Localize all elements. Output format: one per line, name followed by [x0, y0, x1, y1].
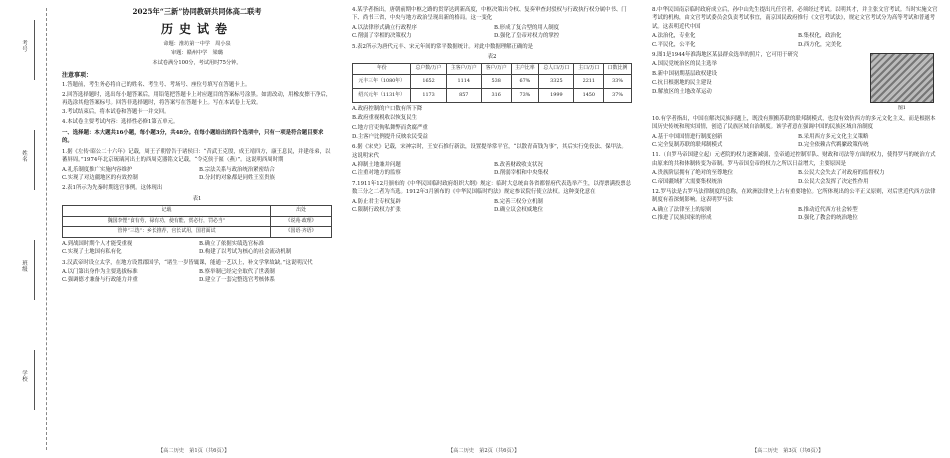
table-cell: 3325 — [539, 74, 574, 88]
page-2 — [348, 0, 638, 458]
table-header: 客户/万户 — [481, 64, 511, 75]
option[interactable]: C.抗日根据地的民主建设 — [652, 80, 712, 86]
question-2-options — [62, 240, 332, 257]
question-9: 9.图1是1944年淮海地区某县群众选举的照片，它可用于研究 — [652, 51, 799, 58]
table-caption: 表1 — [192, 195, 202, 202]
question-6-options — [352, 161, 632, 178]
table-header: 年份 — [353, 64, 411, 75]
table-cell: 2211 — [574, 74, 604, 88]
table-cell: 《说苑·政理》 — [271, 216, 332, 227]
table-header: 总户数/万户 — [411, 64, 446, 75]
option[interactable]: A.以法律形式确立行政程序 — [352, 24, 417, 31]
table-cell: 1114 — [446, 74, 481, 88]
page-footer: 【高二历史 第2页（共6页）】 — [448, 448, 520, 454]
table-header: 主客户/万户 — [446, 64, 481, 75]
binding-dashed-line — [46, 8, 47, 450]
option[interactable]: A.国民党统治区的民主选举 — [652, 61, 717, 68]
option[interactable]: D.强化了皇帝对权力的掌控 — [494, 33, 560, 40]
question-10-options — [652, 133, 940, 150]
table-header: 记载 — [63, 206, 271, 217]
option[interactable]: B.公民大会失去了对政府的监督权力 — [798, 170, 885, 177]
option[interactable]: D.确立议会权威地位 — [494, 206, 543, 213]
question-11: 11.（自罗马帝国建立起）元老院的权力逐渐减弱，皇帝通过控制军队、财政和司法等方面的权力，使得罗马的统治方式由原来的共和体制转变为帝制。罗马帝国皇帝的权力之所以日益增大，主要原因是 — [652, 152, 936, 167]
option[interactable]: A.抑制土地兼并问题 — [352, 162, 401, 169]
question-4: 4.某学者指出，唐朝前期中枢之路的贯穿达到新高度，中枢决策出令权、复奏审查封驳权与行政执行权分属中书、门下、尚书三省，中央与地方政治呈现出新的格局。这一变化 — [352, 7, 627, 22]
table-cell: 元丰三年（1080年） — [353, 74, 411, 88]
binding-label-class: 班级 — [21, 260, 27, 273]
option[interactable]: A.政府控制的户口数有所下降 — [352, 105, 423, 112]
option[interactable]: B.政府重视税收以恢复民生 — [352, 115, 417, 122]
page-1 — [58, 0, 338, 458]
option[interactable]: C.推进了民族国家的形成 — [652, 215, 712, 221]
table-cell: 1652 — [411, 74, 446, 88]
question-1-options — [62, 166, 332, 183]
notice-item: 3.考试结束后，将本试卷和答题卡一并交回。 — [62, 109, 170, 116]
figure-caption: 图1 — [898, 105, 906, 111]
table-cell: 《国语·齐语》 — [271, 227, 332, 238]
table-cell: 67% — [511, 74, 539, 88]
option[interactable]: B.集权化，政治化 — [798, 33, 842, 40]
option[interactable]: B.采用西方多元文化主义策略 — [798, 133, 869, 140]
table-cell: 管仲“三选”：乡长推荐，官长试用，国君面试 — [63, 227, 271, 238]
reviewer: 审题：赣州中学 梁璐 — [171, 49, 223, 56]
option[interactable]: C.注重对地方的监察 — [352, 170, 401, 177]
table-header: 出处 — [271, 206, 332, 217]
question-2: 2.表1所示为先秦时期选官事例。这体现出 — [62, 185, 163, 192]
exam-title: 2025年“三新”协同教研共同体高二联考 — [132, 7, 262, 16]
question-3: 3.汉武帝时设立太学，在地方设置郡国学，“诸生一岁皆辄课，能通一艺以上，补文学掌故缺。”这说明汉代 — [62, 259, 313, 266]
question-3-options — [62, 268, 332, 285]
binding-underline — [34, 20, 35, 80]
binding-underline — [34, 240, 35, 300]
question-6: 6.据《宋史》记载，宋神宗时，王安石推行新法，设置提举常平官，“以散青苗钱为事”，其后实行免役法、保甲法。这说明宋代 — [352, 144, 627, 159]
table-cell: 绍兴元年（1131年） — [353, 88, 411, 102]
option[interactable]: C.实现了对边疆地区的有效控制 — [62, 174, 138, 181]
question-11-options — [652, 169, 940, 186]
question-12-options — [652, 206, 940, 223]
table-1 — [62, 205, 332, 238]
question-9-options — [652, 60, 862, 97]
question-7-options — [352, 198, 632, 215]
option[interactable]: C.实现了土地国有私有化 — [62, 249, 122, 256]
binding-label-name: 姓名 — [21, 150, 27, 163]
question-1: 1.据《左传·昭公二十六年》记载，周王子朝曾告于诸侯曰：“昔武王克殷，成王靖四方，康王息民，并建母弟，以蕃屏周。”1974年北京琉璃河出土的西周克器铭文记载，“令克侯于匽（燕）”。这说明西周时期 — [62, 148, 331, 164]
question-7: 7.1911年12月颁布的《中华民国临时政府组织大纲》规定：临时大总统由各省都督府代表选举产生，以得票满投票总数三分之二者为当选。1912年3月颁布的《中华民国临时约法》规定参议院行使立法权。这种变化意在 — [352, 180, 632, 196]
option[interactable]: B.完善三权分立机制 — [494, 198, 543, 205]
option[interactable]: B.新中国初期基层政权建设 — [652, 70, 717, 77]
option[interactable]: B.改善财政收支状况 — [494, 162, 543, 169]
option[interactable]: A.基于中国国情进行制度创新 — [652, 133, 723, 140]
option[interactable]: A.礼乐制度推广实施内容维护 — [62, 166, 133, 173]
table-cell: 538 — [481, 74, 511, 88]
table-cell: 857 — [446, 88, 481, 102]
table-cell: 1450 — [574, 88, 604, 102]
table-cell: 37% — [604, 88, 632, 102]
question-5: 5.表2所示为唐代元丰、宋元年间的常平数据统计。对此中数据理解正确的是 — [352, 43, 534, 50]
question-10: 10.有学者指出，中国在解决民族问题上，既没有照搬苏联的联邦制模式，也没有效仿西方的多元文化主义，而是根据本国历史传统和现实国情，创造了民族区域自治制度。该学者意在强调中国的民族区域自治制度 — [652, 115, 936, 131]
notice-item: 4.本试卷主要考试内容：选择性必修1第五单元。 — [62, 118, 179, 125]
table-header: 总人口/万口 — [539, 64, 574, 75]
page-footer: 【高二历史 第3页（共6页）】 — [752, 448, 824, 454]
option[interactable]: D.建立了一套完整选官考核体系 — [199, 277, 275, 284]
question-4-options — [352, 24, 632, 41]
binding-label-exam-no: 考号 — [21, 40, 27, 53]
table-header: 主户比率 — [511, 64, 539, 75]
option[interactable]: C.限制行政权力扩张 — [352, 206, 401, 213]
option[interactable]: A.防止君主专权复辟 — [352, 198, 401, 205]
table-cell: 1999 — [539, 88, 574, 102]
option[interactable]: A.贵族阶层拥有了绝对的至尊地位 — [652, 170, 734, 177]
question-9-block — [652, 51, 940, 113]
option[interactable]: D.强化了教会的统治地位 — [798, 215, 858, 221]
option[interactable]: C.削弱了宰相的决策权力 — [352, 33, 412, 40]
option[interactable]: D.完全依赖古代羁縻政策传统 — [798, 142, 869, 148]
score-time: 本试卷满分100分，考试用时75分钟。 — [152, 59, 242, 66]
option[interactable]: C.强调德才兼备与行政能力并重 — [62, 277, 138, 284]
option[interactable]: D.解放区的土地改革运动 — [652, 89, 712, 96]
binding-margin — [0, 0, 58, 458]
option[interactable]: D.主客户比例提升反映农民受益 — [352, 133, 428, 140]
option[interactable]: C.地方官吏徇私舞弊而贪腐严重 — [352, 124, 428, 131]
option[interactable]: A.确立了法律至上的原则 — [652, 206, 712, 213]
option[interactable]: D.分封的对象都是同姓王室贵族 — [199, 174, 275, 181]
binding-label-school: 学校 — [21, 370, 27, 383]
option[interactable]: A.到战国时期个人才能受重视 — [62, 240, 133, 247]
table-cell: 1173 — [411, 88, 446, 102]
table-cell: 73% — [511, 88, 539, 102]
binding-underline — [34, 350, 35, 410]
option[interactable]: D.削弱宰相和中央集权 — [494, 170, 549, 177]
option[interactable]: C.平民化，公平化 — [652, 41, 696, 48]
option[interactable]: B.察举制已经完全取代了世袭制 — [199, 269, 275, 276]
table-caption: 表2 — [487, 53, 497, 60]
table-cell: 316 — [481, 88, 511, 102]
table-cell: 33% — [604, 74, 632, 88]
table-2 — [352, 63, 632, 103]
notice-title: 注意事项： — [62, 71, 93, 79]
notice-item: 1.答题前，考生务必将自己的姓名、考生号、考场号、座位号填写在答题卡上。 — [62, 82, 251, 89]
option[interactable]: D.西方化，完美化 — [798, 41, 842, 48]
option[interactable]: C.帝国疆域扩大需要集权统治 — [652, 178, 723, 185]
notice-item: 2.回答选择题时，选出每小题答案后，用铅笔把答题卡上对应题目的答案标号涂黑。如需改动，用橡皮擦干净后，再选涂其他答案标号。回答非选择题时，将答案写在答题卡上。写在本试卷上无效。 — [62, 91, 332, 106]
question-8: 8.中华民国南京临时政府成立后，孙中山先生提出凡任官者，必须经过考试。以明其才，并主张文官考试。当时实施文官考试的机构，由文官考试委员会负责考试事宜，南京国民政府推行《文官考试法》，规定文官考试分为高等考试和普通考试。这表明近代中国 — [652, 7, 938, 30]
page-footer: 【高二历史 第1页（共6页）】 — [158, 448, 230, 454]
option[interactable]: B.推动近代西方社会转型 — [798, 206, 858, 213]
table-header: 主口/万口 — [574, 64, 604, 75]
option[interactable]: C.完全复制苏联的联邦制模式 — [652, 142, 723, 148]
option[interactable]: B.形成了复合型的用人制度 — [494, 24, 559, 31]
option[interactable]: B.确立了依据实绩选官标准 — [199, 240, 264, 247]
page-3 — [648, 0, 948, 458]
binding-underline — [34, 130, 35, 190]
subject-title: 历史试卷 — [160, 22, 233, 37]
table-header: 口数比例 — [604, 64, 632, 75]
setter: 命题：淮坊第一中学 周小泉 — [163, 40, 231, 47]
option[interactable]: A.以门第出身作为主要选拔标准 — [62, 269, 138, 276]
option[interactable]: D.公民大会发挥了决定性作用 — [798, 178, 869, 185]
option[interactable]: A.法治化，专业化 — [652, 33, 696, 40]
section-heading: 一、选择题：本大题共16小题，每小题3分，共48分。在每小题给出的四个选项中，只有一项是符合题目要求的。 — [62, 130, 324, 145]
option[interactable]: D.构建了以考试为核心的社会流动机制 — [199, 249, 292, 256]
option[interactable]: B.宗法关系与政治统治紧密结合 — [199, 166, 275, 173]
question-12: 12.罗马法是古罗马法律制度的总称，在欧洲法律史上占有重要地位。它所体现出的公平正义原则，对后世近代西方法律制度有着深刻影响。这表明罗马法 — [652, 188, 936, 204]
question-8-options — [652, 32, 940, 49]
figure-1-photo — [870, 53, 934, 103]
table-cell: 魏国李悝“食有劳，禄有功，使有能，赏必行，罚必当” — [63, 216, 271, 227]
